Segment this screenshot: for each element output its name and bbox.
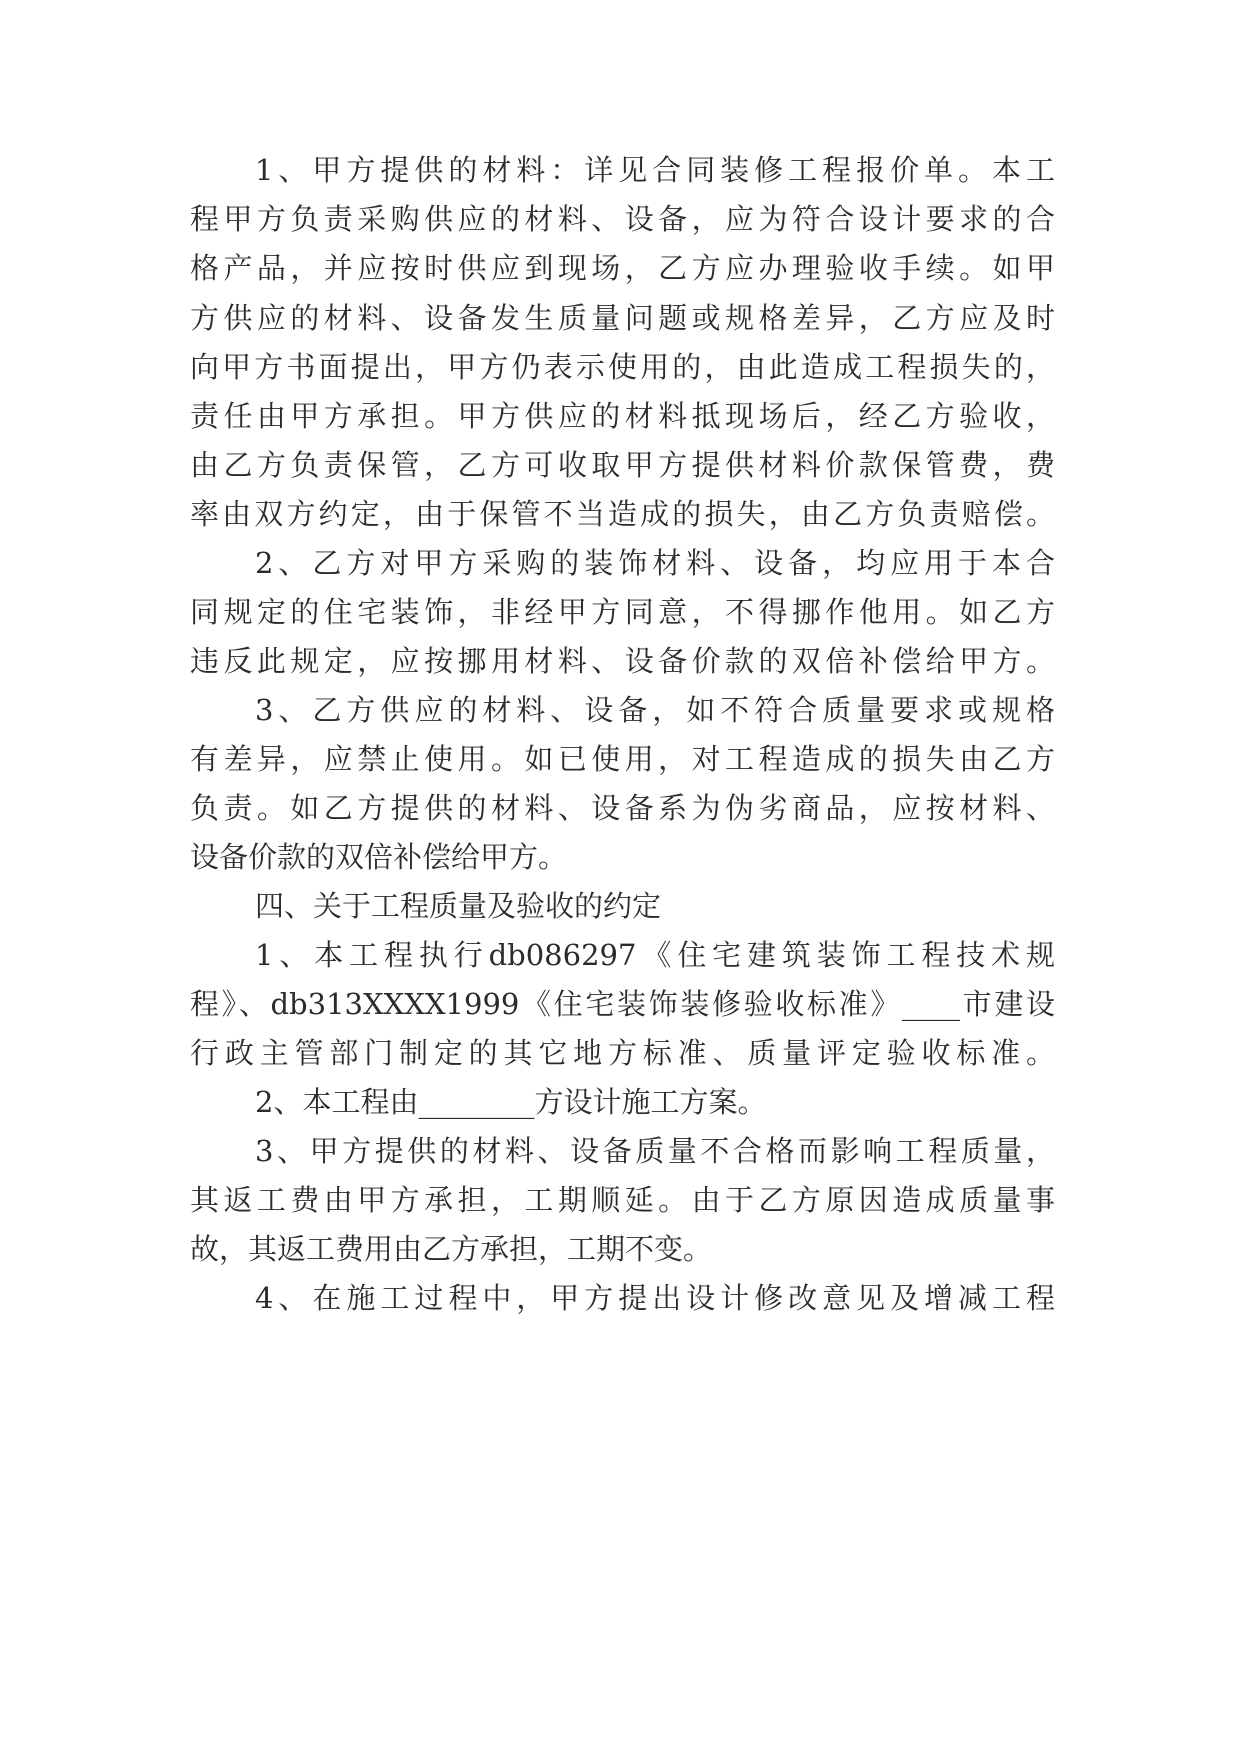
paragraph-3-line-4: 设备价款的双倍补偿给甲方。 [190, 840, 568, 874]
paragraph-1-line-8: 率由双方约定，由于保管不当造成的损失，由乙方负责赔偿。 [190, 497, 1055, 531]
paragraph-2-line-2: 同规定的住宅装饰，非经甲方同意，不得挪作他用。如乙方 [190, 595, 1055, 629]
section-heading: 四、关于工程质量及验收的约定 [255, 889, 662, 923]
paragraph-6-line-3: 故，其返工费用由乙方承担，工期不变。 [190, 1232, 713, 1266]
paragraph-1-line-3: 格产品，并应按时供应到现场，乙方应办理验收手续。如甲 [190, 251, 1055, 285]
paragraph-4-line-3: 行政主管部门制定的其它地方标准、质量评定验收标准。 [190, 1036, 1055, 1070]
paragraph-1-line-7: 由乙方负责保管，乙方可收取甲方提供材料价款保管费，费 [190, 448, 1055, 482]
paragraph-4-line-2: 程》、db313XXXX1999《住宅装饰装修验收标准》____市建设 [190, 987, 1055, 1021]
paragraph-3-line-3: 负责。如乙方提供的材料、设备系为伪劣商品，应按材料、 [190, 791, 1055, 825]
paragraph-2-line-1: 2、乙方对甲方采购的装饰材料、设备，均应用于本合 [255, 546, 1055, 580]
paragraph-2-line-3: 违反此规定，应按挪用材料、设备价款的双倍补偿给甲方。 [190, 644, 1055, 678]
paragraph-1-line-6: 责任由甲方承担。甲方供应的材料抵现场后，经乙方验收， [190, 399, 1055, 433]
paragraph-3-line-2: 有差异，应禁止使用。如已使用，对工程造成的损失由乙方 [190, 742, 1055, 776]
paragraph-6-line-1: 3、甲方提供的材料、设备质量不合格而影响工程质量， [255, 1134, 1055, 1168]
paragraph-4-line-1: 1、本工程执行db086297《住宅建筑装饰工程技术规 [255, 938, 1055, 972]
paragraph-1-line-5: 向甲方书面提出，甲方仍表示使用的，由此造成工程损失的， [190, 350, 1055, 384]
paragraph-1-line-1: 1、甲方提供的材料：详见合同装修工程报价单。本工 [255, 153, 1055, 187]
paragraph-6-line-2: 其返工费由甲方承担，工期顺延。由于乙方原因造成质量事 [190, 1183, 1055, 1217]
paragraph-1-line-2: 程甲方负责采购供应的材料、设备，应为符合设计要求的合 [190, 202, 1055, 236]
paragraph-1-line-4: 方供应的材料、设备发生质量问题或规格差异，乙方应及时 [190, 301, 1055, 335]
paragraph-5-line-1: 2、本工程由________方设计施工方案。 [255, 1085, 767, 1119]
paragraph-3-line-1: 3、乙方供应的材料、设备，如不符合质量要求或规格 [255, 693, 1055, 727]
paragraph-7-line-1: 4、在施工过程中，甲方提出设计修改意见及增减工程 [255, 1281, 1055, 1315]
